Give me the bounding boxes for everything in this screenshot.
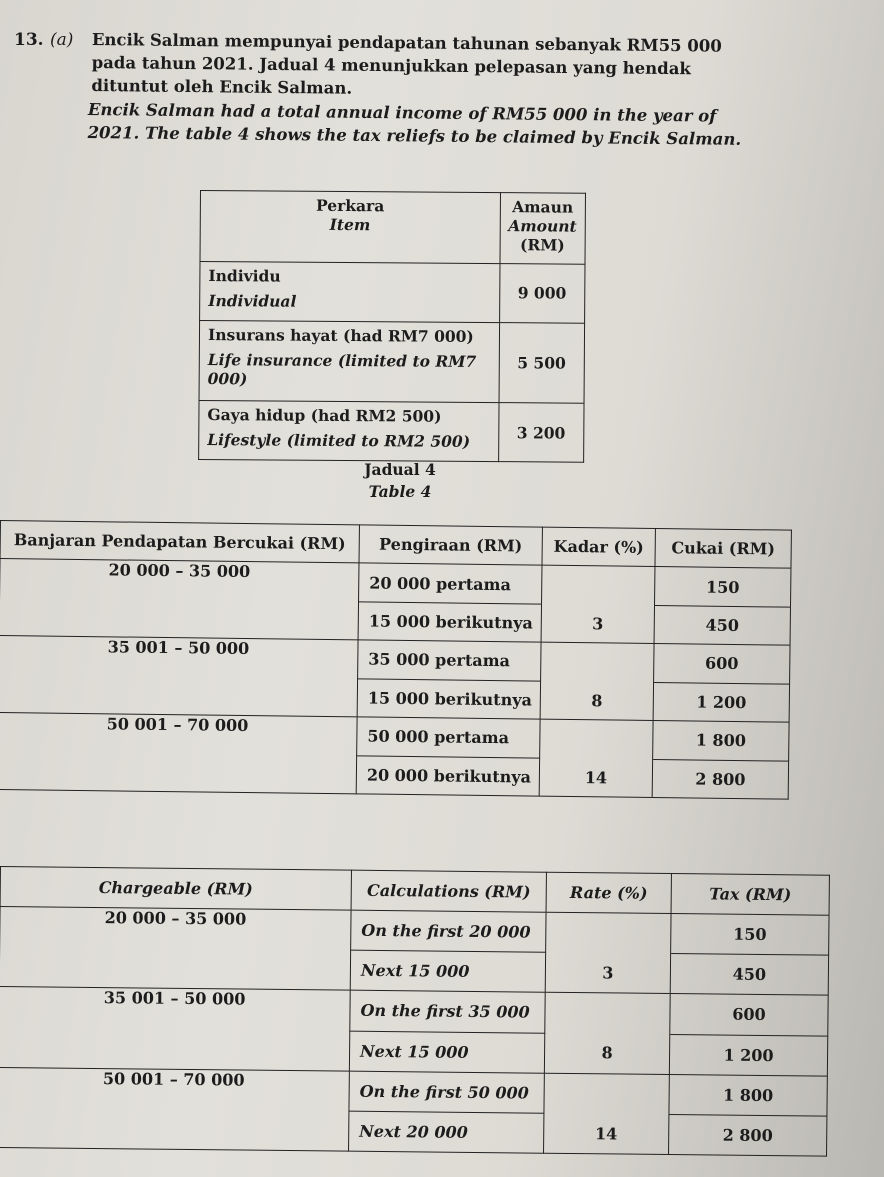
table-caption-english: Table 4 xyxy=(368,482,432,501)
rate-cell xyxy=(542,566,655,606)
relief-item xyxy=(200,262,500,323)
relief-table xyxy=(198,190,586,463)
question-text-english: Encik Salman had a total annual income of RM55 000 in the year of 2021. The table 4 shows the tax reliefs to be claimed by Encik Salman. xyxy=(87,99,742,149)
rate-cell: 8 xyxy=(540,681,653,721)
rate-cell: 8 xyxy=(544,1033,669,1074)
calculation: 20 000 pertama xyxy=(359,563,542,604)
relief-item-en: Life insurance (limited to RM7 000) xyxy=(207,350,477,389)
tax-rate-table-malay xyxy=(0,520,792,800)
rate-cell xyxy=(540,719,653,759)
header-calculation: Calculations (RM) xyxy=(351,870,546,912)
header-tax: Tax (RM) xyxy=(671,874,829,916)
relief-table-header xyxy=(200,191,585,265)
header-rate: Kadar (%) xyxy=(542,527,655,567)
relief-item-ms: Insurans hayat (had RM7 000) xyxy=(207,325,474,346)
tax-amount: 450 xyxy=(654,605,790,645)
calculation: On the first 35 000 xyxy=(350,991,545,1033)
rate-cell xyxy=(544,1073,669,1114)
tax-amount: 1 800 xyxy=(653,721,789,761)
header-rate: Rate (%) xyxy=(546,872,671,913)
tax-amount: 2 800 xyxy=(669,1114,827,1156)
calculation: 15 000 berikutnya xyxy=(358,602,541,643)
table-row xyxy=(0,987,828,1036)
calculation: 15 000 berikutnya xyxy=(357,679,540,720)
rate-cell: 14 xyxy=(544,1113,669,1154)
calculation: Next 15 000 xyxy=(350,950,545,992)
header-range: Banjaran Pendapatan Bercukai (RM) xyxy=(0,521,359,564)
calculation: On the first 20 000 xyxy=(351,910,546,952)
tax-rate-table-english xyxy=(0,866,830,1157)
relief-item-ms: Gaya hidup (had RM2 500) xyxy=(207,405,442,426)
question-part: (a) xyxy=(50,30,74,50)
relief-amount: 9 000 xyxy=(499,264,585,324)
table-row xyxy=(0,907,829,956)
rate-cell xyxy=(545,993,670,1034)
header-amount-ms: Amaun xyxy=(512,197,574,217)
rate-cell: 3 xyxy=(541,604,654,644)
income-range: 20 000 – 35 000 xyxy=(0,907,351,991)
table-caption-malay: Jadual 4 xyxy=(364,460,436,479)
rate-cell: 14 xyxy=(539,758,652,798)
calculation: 50 000 pertama xyxy=(357,717,540,758)
income-range: 50 001 – 70 000 xyxy=(0,713,357,794)
table-row xyxy=(200,262,585,324)
income-range: 35 001 – 50 000 xyxy=(0,987,350,1071)
calculation: 20 000 berikutnya xyxy=(356,755,539,796)
tax-amount: 1 800 xyxy=(669,1074,827,1116)
header-range: Chargeable (RM) xyxy=(0,867,351,911)
header-tax: Cukai (RM) xyxy=(655,529,791,569)
relief-item xyxy=(199,320,499,402)
relief-item-ms: Individu xyxy=(208,266,281,286)
tax-amount: 150 xyxy=(655,567,791,607)
tax-amount: 1 200 xyxy=(669,1034,827,1076)
table-row xyxy=(199,401,584,463)
header-amount-en: Amount xyxy=(508,216,577,236)
question-text-malay: Encik Salman mempunyai pendapatan tahunan sebanyak RM55 000 pada tahun 2021. Jadual 4 menunjukkan pelepasan yang hendak dituntut oleh Encik Salman. xyxy=(91,29,722,98)
question-number: 13. xyxy=(14,30,44,50)
header-item-en: Item xyxy=(329,214,371,235)
tax-amount: 600 xyxy=(654,644,790,684)
tax-amount: 600 xyxy=(670,994,828,1036)
header-item xyxy=(200,191,500,264)
tax-amount: 2 800 xyxy=(652,759,788,799)
income-range: 35 001 – 50 000 xyxy=(0,636,358,717)
relief-item xyxy=(199,401,499,462)
tax-amount: 1 200 xyxy=(653,682,789,722)
calculation: 35 000 pertama xyxy=(358,640,541,681)
tax-amount: 150 xyxy=(671,914,829,956)
relief-item-en: Lifestyle (limited to RM2 500) xyxy=(207,430,471,451)
calculation: Next 20 000 xyxy=(349,1111,544,1153)
header-amount xyxy=(500,193,586,265)
header-calculation: Pengiraan (RM) xyxy=(359,525,542,566)
table-row xyxy=(0,1067,827,1116)
relief-amount: 5 500 xyxy=(499,323,585,404)
income-range: 50 001 – 70 000 xyxy=(0,1067,349,1151)
rate-cell: 3 xyxy=(545,952,670,993)
rate-cell xyxy=(546,912,671,953)
header-amount-unit: (RM) xyxy=(519,235,565,255)
tax-amount: 450 xyxy=(670,954,828,996)
calculation: On the first 50 000 xyxy=(349,1071,544,1113)
income-range: 20 000 – 35 000 xyxy=(0,559,359,640)
header-item-ms: Perkara xyxy=(315,195,385,216)
relief-item-en: Individual xyxy=(208,291,297,311)
rate-cell xyxy=(541,642,654,682)
table-row xyxy=(199,320,585,403)
relief-amount: 3 200 xyxy=(498,403,584,463)
calculation: Next 15 000 xyxy=(349,1031,544,1073)
